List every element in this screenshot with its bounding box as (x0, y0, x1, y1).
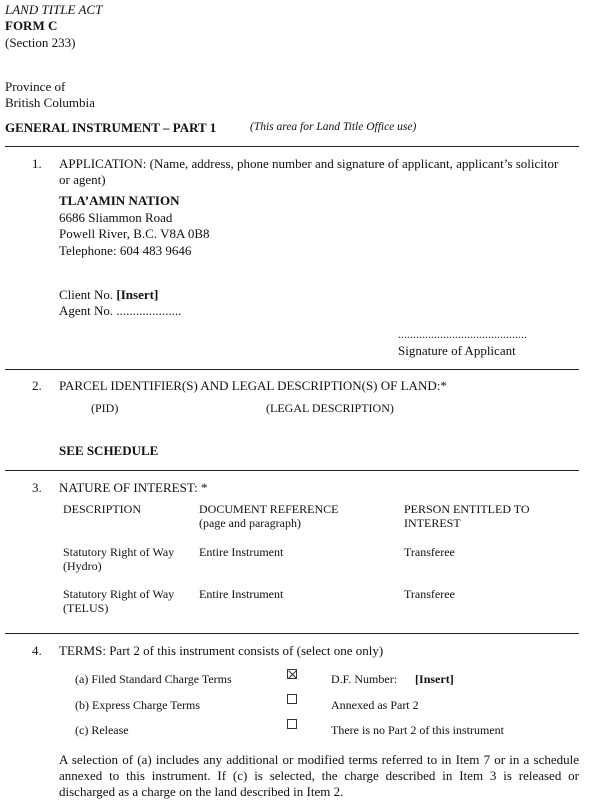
row-2-description-sub: (TELUS) (63, 601, 109, 615)
applicant-address-1: 6686 Sliammon Road (59, 210, 173, 225)
option-b-label: (b) Express Charge Terms (75, 698, 201, 712)
province-line-1: Province of (5, 79, 66, 94)
option-a-checkbox[interactable] (287, 669, 297, 679)
item-4-label: TERMS: Part 2 of this instrument consists of (select one only) (59, 643, 384, 658)
row-2-person: Transferee (404, 587, 455, 601)
signature-line: ........................................... (398, 327, 527, 341)
legal-description-label: (LEGAL DESCRIPTION) (266, 401, 394, 415)
divider (5, 470, 579, 471)
row-2-reference: Entire Instrument (199, 587, 284, 601)
option-a-note (331, 672, 454, 687)
client-number-label: Client No. (59, 287, 117, 302)
form-title: FORM C (5, 18, 58, 33)
option-a-label: (a) Filed Standard Charge Terms (75, 672, 232, 686)
divider (5, 633, 579, 634)
pid-label: (PID) (91, 401, 119, 415)
option-b-checkbox[interactable] (287, 694, 297, 704)
applicant-address-2: Powell River, B.C. V8A 0B8 (59, 226, 210, 241)
row-1-description-sub: (Hydro) (63, 559, 102, 573)
col-header-document-reference-sub: (page and paragraph) (199, 516, 301, 530)
item-4-number: 4. (32, 643, 42, 658)
applicant-phone: Telephone: 604 483 9646 (59, 243, 192, 258)
see-schedule: SEE SCHEDULE (59, 443, 159, 458)
row-2-description: Statutory Right of Way (63, 587, 175, 601)
act-title: LAND TITLE ACT (5, 2, 103, 17)
col-header-person-entitled: PERSON ENTITLED TO (404, 502, 530, 516)
item-2-label: PARCEL IDENTIFIER(S) AND LEGAL DESCRIPTION(S) OF LAND:* (59, 378, 447, 393)
option-c-checkbox[interactable] (287, 719, 297, 729)
option-b-note: Annexed as Part 2 (331, 698, 419, 712)
office-use-note: (This area for Land Title Office use) (250, 121, 417, 133)
item-1-label: APPLICATION: (Name, address, phone number and signature of applicant, applicant’s solicitor (59, 156, 559, 171)
row-1-description: Statutory Right of Way (63, 545, 175, 559)
terms-explanation: A selection of (a) includes any additional or modified terms referred to in Item 7 or in a schedule annexed to this instrument. If (c) is selected, the charge described in Item 3 is released or discharged as a charge on the land described in Item 2. (59, 752, 579, 799)
col-header-person-entitled-sub: INTEREST (404, 516, 461, 530)
option-c-label: (c) Release (75, 723, 129, 737)
client-number-value: [Insert] (116, 287, 159, 302)
row-1-reference: Entire Instrument (199, 545, 284, 559)
applicant-name: TLA’AMIN NATION (59, 193, 180, 208)
row-1-person: Transferee (404, 545, 455, 559)
province-line-2: British Columbia (5, 95, 95, 110)
df-number-label: D.F. Number: (331, 672, 398, 686)
col-header-description: DESCRIPTION (63, 502, 142, 516)
section-ref: (Section 233) (5, 35, 76, 50)
signature-label: Signature of Applicant (398, 343, 516, 358)
divider (5, 369, 579, 370)
page-title: GENERAL INSTRUMENT – PART 1 (5, 120, 217, 135)
agent-number: Agent No. .................... (59, 303, 182, 318)
col-header-document-reference: DOCUMENT REFERENCE (199, 502, 339, 516)
divider (5, 146, 579, 147)
df-number-value: [Insert] (415, 672, 454, 686)
item-3-label: NATURE OF INTEREST: * (59, 480, 208, 495)
item-3-number: 3. (32, 480, 42, 495)
client-number (59, 287, 158, 303)
item-1-label-cont: or agent) (59, 172, 106, 187)
item-1-number: 1. (32, 156, 42, 171)
item-2-number: 2. (32, 378, 42, 393)
option-c-note: There is no Part 2 of this instrument (331, 723, 504, 737)
